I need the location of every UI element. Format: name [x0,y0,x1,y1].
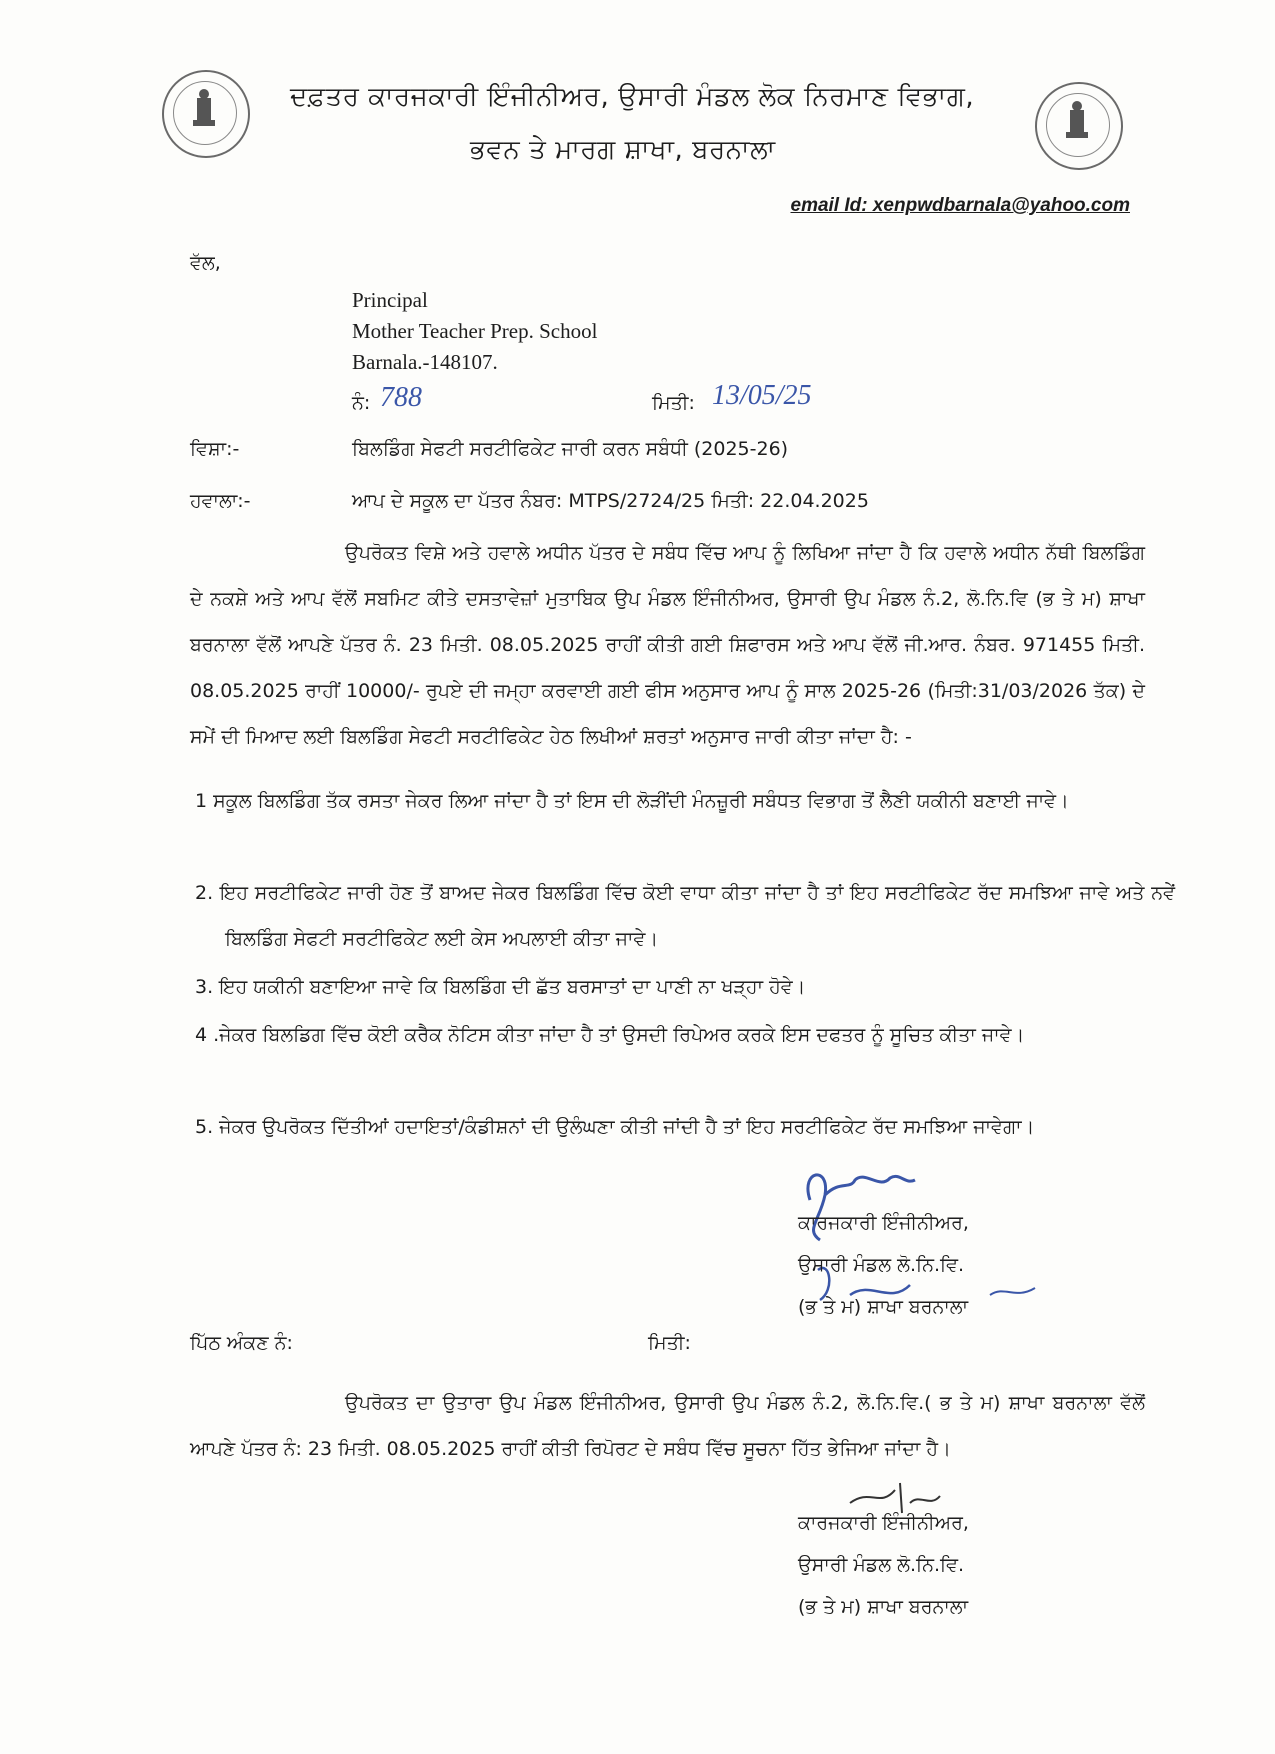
signature2-line3: (ਭ ਤੇ ਮ) ਸ਼ਾਖਾ ਬਰਨਾਲਾ [798,1596,969,1618]
body-paragraph: ਉਪਰੋਕਤ ਵਿਸ਼ੇ ਅਤੇ ਹਵਾਲੇ ਅਧੀਨ ਪੱਤਰ ਦੇ ਸਬੰਧ ਵਿੱਚ ਆਪ ਨੂੰ ਲਿਖਿਆ ਜਾਂਦਾ ਹੈ ਕਿ ਹਵਾਲੇ ਅਧੀਨ ਨੱਥੀ ਬਿਲਡਿੰਗ ਦੇ ਨਕਸ਼ੇ ਅਤੇ ਆਪ ਵੱਲੋਂ ਸਬਮਿਟ ਕੀਤੇ ਦਸਤਾਵੇਜ਼ਾਂ ਮੁਤਾਬਿਕ ਉਪ ਮੰਡਲ ਇੰਜੀਨੀਅਰ, ਉਸਾਰੀ ਉਪ ਮੰਡਲ ਨੰ.2, ਲੋ.ਨਿ.ਵਿ (ਭ ਤੇ ਮ) ਸ਼ਾਖਾ ਬਰਨਾਲਾ ਵੱਲੋਂ ਆਪਣੇ ਪੱਤਰ ਨੰ. 23 ਮਿਤੀ. 08.05.2025 ਰਾਹੀਂ ਕੀਤੀ ਗਈ ਸ਼ਿਫਾਰਸ ਅਤੇ ਆਪ ਵੱਲੋਂ ਜੀ.ਆਰ. ਨੰਬਰ. 971455 ਮਿਤੀ. 08.05.2025 ਰਾਹੀਂ 10000/- ਰੁਪਏ ਦੀ ਜਮ੍ਹਾ ਕਰਵਾਈ ਗਈ ਫੀਸ ਅਨੁਸਾਰ ਆਪ ਨੂੰ ਸਾਲ 2025-26 (ਮਿਤੀ:31/03/2026 ਤੱਕ) ਦੇ ਸਮੇਂ ਦੀ ਮਿਆਦ ਲਈ ਬਿਲਡਿੰਗ ਸੇਫਟੀ ਸਰਟੀਫਿਕੇਟ ਹੇਠ ਲਿਖੀਆਂ ਸ਼ਰਤਾਂ ਅਨੁਸਾਰ ਜਾਰੀ ਕੀਤਾ ਜਾਂਦਾ ਹੈ: - [190,542,1145,748]
right-emblem-seal-icon [1035,82,1123,170]
recipient-line2: Mother Teacher Prep. School [352,319,598,343]
subject-text: ਬਿਲਡਿੰਗ ਸੇਫਟੀ ਸਰਟੀਫਿਕੇਟ ਜਾਰੀ ਕਰਨ ਸਬੰਧੀ (2025-26) [352,438,789,460]
letter-no-label: ਨੰ: [352,392,371,414]
condition-1: 1 ਸਕੂਲ ਬਿਲਡਿੰਗ ਤੱਕ ਰਸਤਾ ਜੇਕਰ ਲਿਆ ਜਾਂਦਾ ਹੈ ਤਾਂ ਇਸ ਦੀ ਲੋੜੀਂਦੀ ਮੰਨਜ਼ੂਰੀ ਸਬੰਧਤ ਵਿਭਾਗ ਤੋਂ ਲੈਣੀ ਯਕੀਨੀ ਬਣਾਈ ਜਾਵੇ। [195,790,1069,812]
letter-date-value: 13/05/25 [712,380,812,411]
letter-no-value: 788 [380,382,422,413]
subject-label: ਵਿਸ਼ਾ:- [190,438,240,460]
condition-5: 5. ਜੇਕਰ ਉਪਰੋਕਤ ਦਿੱਤੀਆਂ ਹਦਾਇਤਾਂ/ਕੰਡੀਸ਼ਨਾਂ ਦੀ ਉਲੰਘਣਾ ਕੀਤੀ ਜਾਂਦੀ ਹੈ ਤਾਂ ਇਹ ਸਰਟੀਫਿਕੇਟ ਰੱਦ ਸਮਝਿਆ ਜਾਵੇਗਾ। [195,1116,1035,1138]
office-title-line1: ਦਫ਼ਤਰ ਕਾਰਜਕਾਰੀ ਇੰਜੀਨੀਅਰ, ਉਸਾਰੀ ਮੰਡਲ ਲੋਕ ਨਿਰਮਾਣ ਵਿਭਾਗ, [290,82,975,112]
office-title-line2: ਭਵਨ ਤੇ ਮਾਰਗ ਸ਼ਾਖਾ, ਬਰਨਾਲਾ [470,135,776,165]
signature1-line3: (ਭ ਤੇ ਮ) ਸ਼ਾਖਾ ਬਰਨਾਲਾ [798,1296,969,1318]
recipient-line1: Principal [352,288,428,312]
reference-text: ਆਪ ਦੇ ਸਕੂਲ ਦਾ ਪੱਤਰ ਨੰਬਰ: MTPS/2724/25 ਮਿਤੀ: 22.04.2025 [352,490,869,512]
reference-label: ਹਵਾਲਾ:- [190,490,251,512]
signature2-line1: ਕਾਰਜਕਾਰੀ ਇੰਜੀਨੀਅਰ, [798,1512,969,1534]
condition-2: 2. ਇਹ ਸਰਟੀਫਿਕੇਟ ਜਾਰੀ ਹੋਣ ਤੋਂ ਬਾਅਦ ਜੇਕਰ ਬਿਲਡਿੰਗ ਵਿੱਚ ਕੋਈ ਵਾਧਾ ਕੀਤਾ ਜਾਂਦਾ ਹੈ ਤਾਂ ਇਹ ਸਰਟੀਫਿਕੇਟ ਰੱਦ ਸਮਝਿਆ ਜਾਵੇ ਅਤੇ ਨਵੇਂ ਬਿਲਡਿੰਗ ਸੇਫਟੀ ਸਰਟੀਫਿਕੇਟ ਲਈ ਕੇਸ ਅਪਲਾਈ ਕੀਤਾ ਜਾਵੇ। [195,882,1175,950]
condition-3: 3. ਇਹ ਯਕੀਨੀ ਬਣਾਇਆ ਜਾਵੇ ਕਿ ਬਿਲਡਿੰਗ ਦੀ ਛੱਤ ਬਰਸਾਤਾਂ ਦਾ ਪਾਣੀ ਨਾ ਖੜ੍ਹਾ ਹੋਵੇ। [195,976,806,998]
endorsement-text: ਉਪਰੋਕਤ ਦਾ ਉਤਾਰਾ ਉਪ ਮੰਡਲ ਇੰਜੀਨੀਅਰ, ਉਸਾਰੀ ਉਪ ਮੰਡਲ ਨੰ.2, ਲੋ.ਨਿ.ਵਿ.( ਭ ਤੇ ਮ) ਸ਼ਾਖਾ ਬਰਨਾਲਾ ਵੱਲੋਂ ਆਪਣੇ ਪੱਤਰ ਨੰ: 23 ਮਿਤੀ. 08.05.2025 ਰਾਹੀਂ ਕੀਤੀ ਰਿਪੋਰਟ ਦੇ ਸਬੰਧ ਵਿੱਚ ਸੂਚਨਾ ਹਿੱਤ ਭੇਜਿਆ ਜਾਂਦਾ ਹੈ। [190,1392,1145,1460]
salutation: ਵੱਲ, [190,252,221,274]
signature1-line1: ਕਾਰਜਕਾਰੀ ਇੰਜੀਨੀਅਰ, [798,1212,969,1234]
endorsement-date-label: ਮਿਤੀ: [648,1332,691,1354]
endorsement-no-label: ਪਿੱਠ ਅੰਕਣ ਨੰ: [190,1332,293,1354]
signature1-line2: ਉਸਾਰੀ ਮੰਡਲ ਲੋ.ਨਿ.ਵਿ. [798,1254,965,1276]
office-email: email Id: xenpwdbarnala@yahoo.com [790,195,1130,216]
recipient-line3: Barnala.-148107. [352,350,498,374]
left-emblem-seal-icon [162,70,250,158]
condition-4: 4 .ਜੇਕਰ ਬਿਲਡਿਗ ਵਿੱਚ ਕੋਈ ਕਰੈਕ ਨੋਟਿਸ ਕੀਤਾ ਜਾਂਦਾ ਹੈ ਤਾਂ ਉਸਦੀ ਰਿਪੇਅਰ ਕਰਕੇ ਇਸ ਦਫਤਰ ਨੂੰ ਸੂਚਿਤ ਕੀਤਾ ਜਾਵੇ। [195,1024,1025,1046]
signature2-line2: ਉਸਾਰੀ ਮੰਡਲ ਲੋ.ਨਿ.ਵਿ. [798,1554,965,1576]
letter-date-label: ਮਿਤੀ: [652,392,695,414]
